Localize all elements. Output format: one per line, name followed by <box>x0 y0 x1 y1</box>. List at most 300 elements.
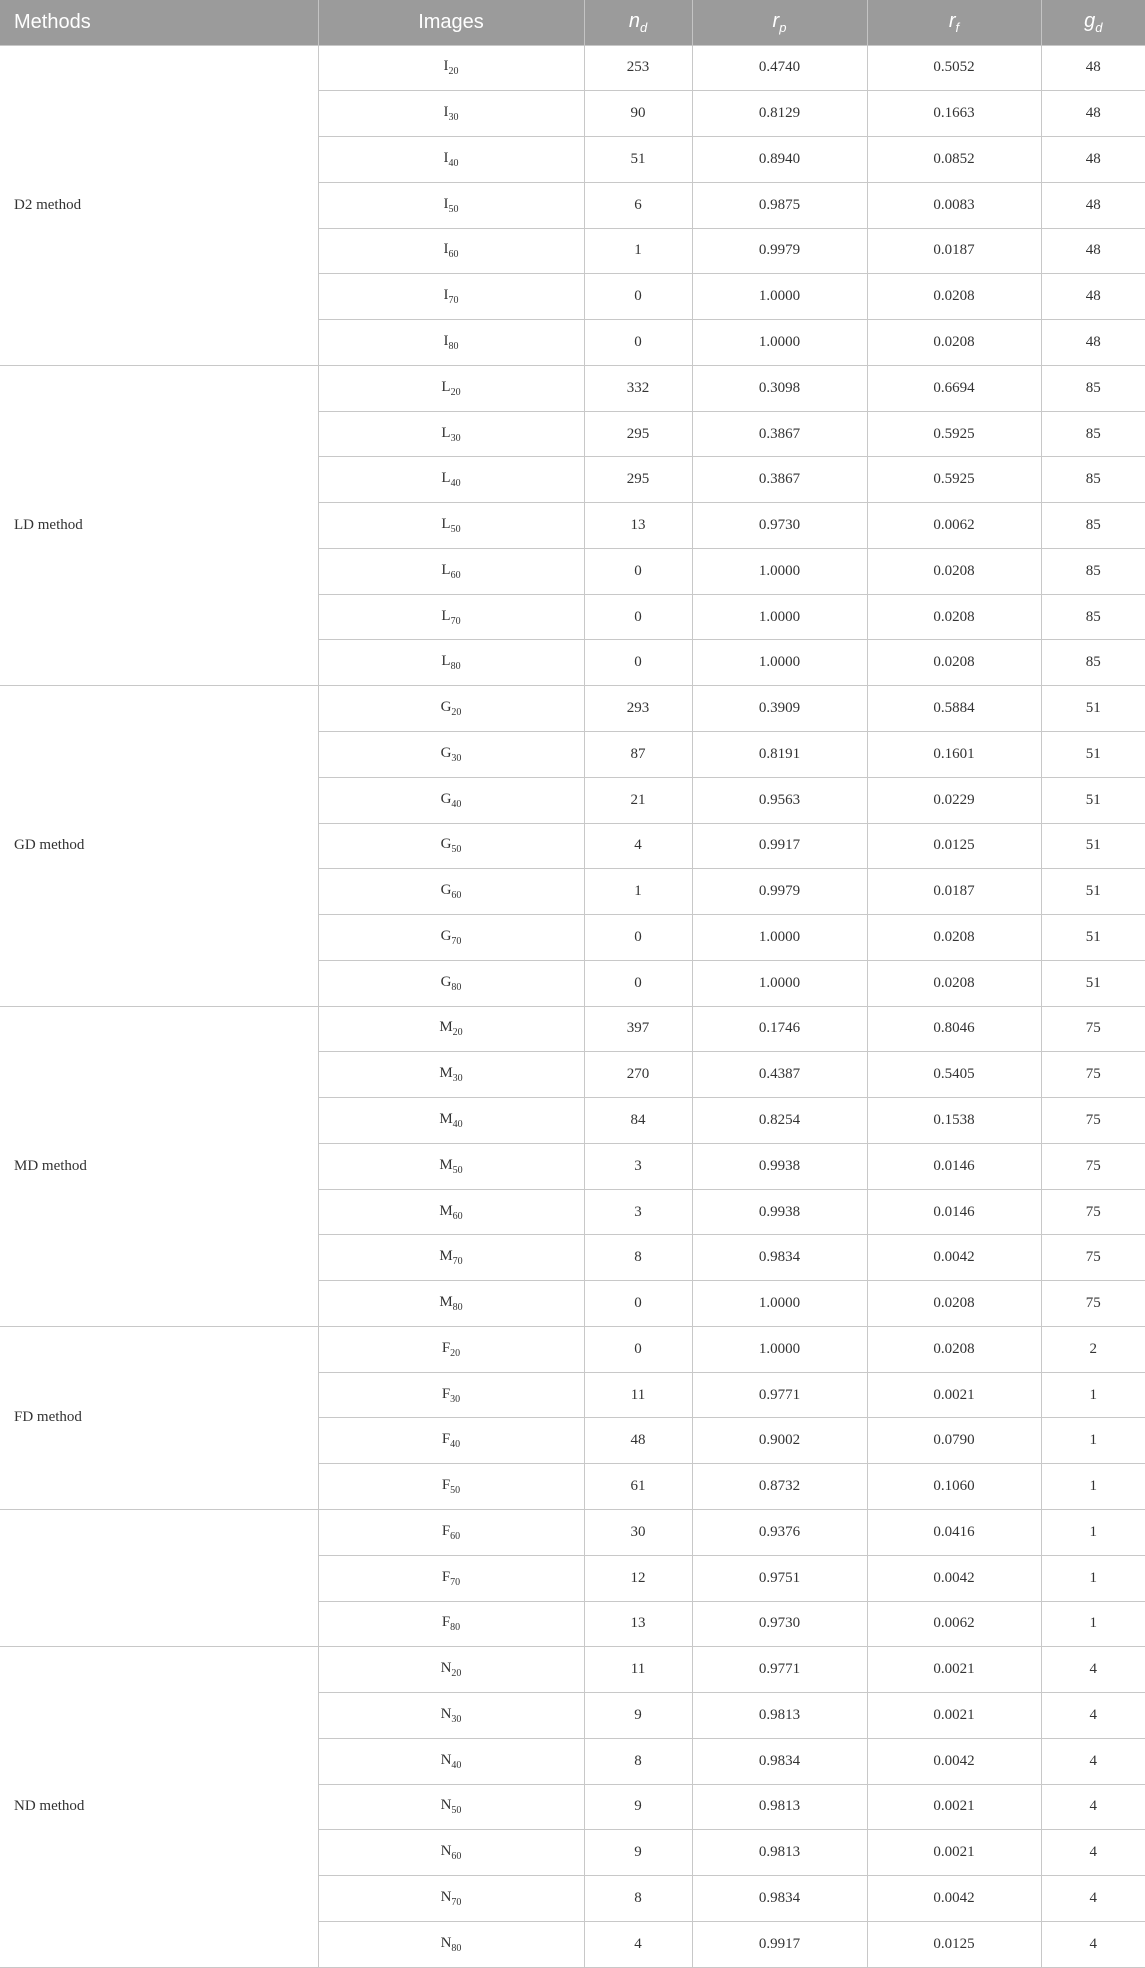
gd-cell: 1 <box>1041 1510 1145 1556</box>
rf-cell: 0.6694 <box>867 365 1041 411</box>
method-cell: FD method <box>0 1326 318 1509</box>
image-cell <box>318 869 584 915</box>
image-cell <box>318 137 584 183</box>
rf-cell: 0.0229 <box>867 777 1041 823</box>
rf-cell: 0.8046 <box>867 1006 1041 1052</box>
nd-cell: 21 <box>584 777 692 823</box>
rf-cell: 0.0790 <box>867 1418 1041 1464</box>
rf-cell: 0.1601 <box>867 731 1041 777</box>
table-row <box>0 1006 1145 1052</box>
image-cell <box>318 1693 584 1739</box>
image-letter: M <box>439 1019 453 1036</box>
image-subscript: 30 <box>451 1713 462 1725</box>
image-cell <box>318 365 584 411</box>
rf-cell: 0.0187 <box>867 228 1041 274</box>
nd-cell: 9 <box>584 1784 692 1830</box>
image-subscript: 60 <box>451 1851 462 1863</box>
image-letter: L <box>441 561 451 578</box>
nd-cell: 61 <box>584 1464 692 1510</box>
rp-cell: 0.3867 <box>692 457 867 503</box>
image-subscript: 80 <box>452 1302 463 1314</box>
rf-cell: 0.0208 <box>867 274 1041 320</box>
image-cell <box>318 823 584 869</box>
table-row <box>0 1326 1145 1372</box>
image-subscript: 30 <box>450 432 461 444</box>
rp-cell: 1.0000 <box>692 274 867 320</box>
nd-cell: 270 <box>584 1052 692 1098</box>
nd-cell: 0 <box>584 594 692 640</box>
nd-cell: 87 <box>584 731 692 777</box>
gd-cell: 75 <box>1041 1006 1145 1052</box>
image-letter: I <box>443 241 449 258</box>
gd-cell: 2 <box>1041 1326 1145 1372</box>
rp-cell: 0.9834 <box>692 1235 867 1281</box>
nd-cell: 48 <box>584 1418 692 1464</box>
image-letter: I <box>443 58 449 75</box>
gd-cell: 51 <box>1041 731 1145 777</box>
image-subscript: 80 <box>450 661 461 673</box>
rf-cell: 0.0042 <box>867 1876 1041 1922</box>
rf-cell: 0.0062 <box>867 1601 1041 1647</box>
image-cell <box>318 1738 584 1784</box>
rp-cell: 0.8940 <box>692 137 867 183</box>
image-letter: M <box>439 1248 453 1265</box>
image-letter: F <box>441 1477 451 1494</box>
image-letter: M <box>439 1156 453 1173</box>
image-subscript: 40 <box>448 157 459 169</box>
image-subscript: 40 <box>450 1439 461 1451</box>
image-letter: G <box>440 882 452 899</box>
rf-cell: 0.1060 <box>867 1464 1041 1510</box>
method-cell: ND method <box>0 1647 318 1967</box>
image-letter: G <box>440 699 452 716</box>
rf-cell: 0.0021 <box>867 1784 1041 1830</box>
rp-cell: 1.0000 <box>692 915 867 961</box>
image-cell <box>318 1281 584 1327</box>
image-cell <box>318 594 584 640</box>
method-cell: LD method <box>0 365 318 685</box>
table-row <box>0 686 1145 732</box>
rf-cell: 0.0062 <box>867 503 1041 549</box>
gd-cell: 51 <box>1041 960 1145 1006</box>
gd-cell: 4 <box>1041 1921 1145 1967</box>
nd-cell: 3 <box>584 1189 692 1235</box>
rp-cell: 1.0000 <box>692 960 867 1006</box>
header-nd <box>584 0 692 45</box>
method-cell: GD method <box>0 686 318 1006</box>
rp-cell: 0.8732 <box>692 1464 867 1510</box>
nd-cell: 9 <box>584 1830 692 1876</box>
image-letter: L <box>441 653 451 670</box>
nd-cell: 0 <box>584 1326 692 1372</box>
rp-cell: 1.0000 <box>692 1326 867 1372</box>
image-cell <box>318 1006 584 1052</box>
rp-cell: 0.9938 <box>692 1143 867 1189</box>
image-subscript: 40 <box>451 798 462 810</box>
gd-cell: 4 <box>1041 1876 1145 1922</box>
image-subscript: 70 <box>451 1897 462 1908</box>
rf-cell: 0.5052 <box>867 45 1041 91</box>
nd-cell: 1 <box>584 228 692 274</box>
rf-cell: 0.0042 <box>867 1555 1041 1601</box>
image-subscript: 80 <box>450 1622 461 1634</box>
table-row <box>0 1510 1145 1556</box>
image-cell <box>318 731 584 777</box>
image-letter: F <box>441 1339 451 1356</box>
nd-cell: 295 <box>584 457 692 503</box>
image-subscript: 70 <box>452 1256 463 1268</box>
rf-cell: 0.0021 <box>867 1830 1041 1876</box>
image-subscript: 50 <box>450 1485 461 1497</box>
image-letter: N <box>440 1705 452 1722</box>
gd-cell: 4 <box>1041 1693 1145 1739</box>
gd-cell: 75 <box>1041 1052 1145 1098</box>
image-cell <box>318 960 584 1006</box>
rf-cell: 0.0146 <box>867 1189 1041 1235</box>
image-cell <box>318 228 584 274</box>
image-letter: N <box>440 1843 452 1860</box>
image-letter: F <box>441 1431 451 1448</box>
image-letter: M <box>439 1202 453 1219</box>
image-subscript: 80 <box>451 981 462 993</box>
nd-cell: 0 <box>584 274 692 320</box>
rf-cell: 0.5925 <box>867 457 1041 503</box>
rf-cell: 0.0208 <box>867 594 1041 640</box>
image-cell <box>318 411 584 457</box>
rf-cell: 0.0083 <box>867 182 1041 228</box>
image-cell <box>318 686 584 732</box>
image-letter: L <box>441 516 451 533</box>
header-images: Images <box>318 0 584 45</box>
rp-cell: 0.8191 <box>692 731 867 777</box>
method-cell: D2 method <box>0 45 318 365</box>
rf-cell: 0.0416 <box>867 1510 1041 1556</box>
rp-cell: 0.9813 <box>692 1830 867 1876</box>
image-cell <box>318 777 584 823</box>
nd-cell: 6 <box>584 182 692 228</box>
gd-cell: 85 <box>1041 503 1145 549</box>
image-letter: I <box>443 195 449 212</box>
rf-cell: 0.1663 <box>867 91 1041 137</box>
image-letter: L <box>441 470 451 487</box>
header-rp-base: r <box>772 9 780 32</box>
image-letter: F <box>441 1568 451 1585</box>
header-nd-sub: d <box>639 19 648 35</box>
image-subscript: 30 <box>451 752 462 764</box>
image-subscript: 20 <box>448 66 459 78</box>
rp-cell: 1.0000 <box>692 548 867 594</box>
nd-cell: 3 <box>584 1143 692 1189</box>
rp-cell: 0.4740 <box>692 45 867 91</box>
nd-cell: 8 <box>584 1738 692 1784</box>
nd-cell: 30 <box>584 1510 692 1556</box>
image-cell <box>318 45 584 91</box>
image-cell <box>318 1189 584 1235</box>
rp-cell: 0.9979 <box>692 869 867 915</box>
image-letter: M <box>439 1110 453 1127</box>
image-cell <box>318 548 584 594</box>
rp-cell: 1.0000 <box>692 1281 867 1327</box>
header-rp-sub: p <box>779 19 787 35</box>
gd-cell: 75 <box>1041 1281 1145 1327</box>
image-letter: I <box>443 287 449 304</box>
rf-cell: 0.0208 <box>867 1326 1041 1372</box>
image-cell <box>318 1372 584 1418</box>
nd-cell: 295 <box>584 411 692 457</box>
gd-cell: 48 <box>1041 91 1145 137</box>
image-cell <box>318 1876 584 1922</box>
rp-cell: 0.9813 <box>692 1693 867 1739</box>
nd-cell: 12 <box>584 1555 692 1601</box>
image-letter: G <box>440 744 452 761</box>
rf-cell: 0.5925 <box>867 411 1041 457</box>
header-methods: Methods <box>0 0 318 45</box>
rp-cell: 0.3098 <box>692 365 867 411</box>
rf-cell: 0.5405 <box>867 1052 1041 1098</box>
image-subscript: 20 <box>451 707 462 719</box>
image-cell <box>318 1143 584 1189</box>
gd-cell: 48 <box>1041 45 1145 91</box>
image-subscript: 40 <box>450 478 461 490</box>
rp-cell: 0.9730 <box>692 503 867 549</box>
rp-cell: 0.9771 <box>692 1647 867 1693</box>
image-cell <box>318 1647 584 1693</box>
gd-cell: 75 <box>1041 1143 1145 1189</box>
rf-cell: 0.5884 <box>867 686 1041 732</box>
image-letter: G <box>440 790 452 807</box>
rp-cell: 1.0000 <box>692 594 867 640</box>
image-subscript: 30 <box>452 1073 463 1085</box>
nd-cell: 4 <box>584 1921 692 1967</box>
nd-cell: 0 <box>584 1281 692 1327</box>
image-cell <box>318 1098 584 1144</box>
gd-cell: 75 <box>1041 1189 1145 1235</box>
gd-cell: 75 <box>1041 1235 1145 1281</box>
image-subscript: 20 <box>451 1668 462 1680</box>
rf-cell: 0.0146 <box>867 1143 1041 1189</box>
header-gd-sub: d <box>1095 19 1103 35</box>
image-cell <box>318 915 584 961</box>
image-letter: G <box>440 836 452 853</box>
rf-cell: 0.0208 <box>867 320 1041 366</box>
rf-cell: 0.0021 <box>867 1693 1041 1739</box>
image-subscript: 70 <box>451 935 462 947</box>
image-subscript: 50 <box>452 1164 463 1176</box>
rf-cell: 0.0208 <box>867 1281 1041 1327</box>
nd-cell: 51 <box>584 137 692 183</box>
gd-cell: 1 <box>1041 1601 1145 1647</box>
nd-cell: 0 <box>584 548 692 594</box>
nd-cell: 13 <box>584 1601 692 1647</box>
rf-cell: 0.0187 <box>867 869 1041 915</box>
image-subscript: 30 <box>450 1393 461 1405</box>
gd-cell: 85 <box>1041 594 1145 640</box>
rp-cell: 0.9771 <box>692 1372 867 1418</box>
gd-cell: 51 <box>1041 869 1145 915</box>
nd-cell: 293 <box>584 686 692 732</box>
header-rf-sub: f <box>955 19 960 35</box>
table-row <box>0 365 1145 411</box>
image-subscript: 60 <box>452 1210 463 1222</box>
rf-cell: 0.0208 <box>867 915 1041 961</box>
rp-cell: 0.9979 <box>692 228 867 274</box>
image-cell <box>318 1326 584 1372</box>
image-subscript: 50 <box>450 524 461 536</box>
gd-cell: 1 <box>1041 1464 1145 1510</box>
nd-cell: 11 <box>584 1372 692 1418</box>
header-nd-base: n <box>628 9 640 32</box>
image-subscript: 40 <box>451 1759 462 1771</box>
image-cell <box>318 91 584 137</box>
image-letter: F <box>441 1522 451 1539</box>
nd-cell: 11 <box>584 1647 692 1693</box>
image-letter: I <box>443 332 449 349</box>
nd-cell: 8 <box>584 1876 692 1922</box>
header-gd <box>1041 0 1145 45</box>
gd-cell: 85 <box>1041 365 1145 411</box>
rp-cell: 0.3867 <box>692 411 867 457</box>
rf-cell: 0.0021 <box>867 1372 1041 1418</box>
image-subscript: 60 <box>451 890 462 902</box>
image-cell <box>318 1052 584 1098</box>
image-subscript: 60 <box>450 569 461 581</box>
image-cell <box>318 457 584 503</box>
rf-cell: 0.0208 <box>867 548 1041 594</box>
table-row <box>0 45 1145 91</box>
image-cell <box>318 1784 584 1830</box>
rf-cell: 0.0208 <box>867 960 1041 1006</box>
rp-cell: 0.9917 <box>692 823 867 869</box>
image-letter: I <box>443 149 449 166</box>
rp-cell: 0.9563 <box>692 777 867 823</box>
rp-cell: 0.9813 <box>692 1784 867 1830</box>
gd-cell: 48 <box>1041 320 1145 366</box>
gd-cell: 4 <box>1041 1784 1145 1830</box>
rp-cell: 0.9751 <box>692 1555 867 1601</box>
header-rp <box>692 0 867 45</box>
image-letter: N <box>440 1660 452 1677</box>
image-cell <box>318 182 584 228</box>
gd-cell: 4 <box>1041 1738 1145 1784</box>
table-body <box>0 45 1145 1967</box>
nd-cell: 0 <box>584 320 692 366</box>
image-letter: L <box>441 378 451 395</box>
rf-cell: 0.0021 <box>867 1647 1041 1693</box>
image-subscript: 60 <box>450 1530 461 1542</box>
image-letter: L <box>441 424 451 441</box>
nd-cell: 13 <box>584 503 692 549</box>
image-subscript: 50 <box>451 1805 462 1817</box>
image-subscript: 30 <box>448 112 459 124</box>
image-cell <box>318 1235 584 1281</box>
gd-cell: 48 <box>1041 182 1145 228</box>
table-row <box>0 1647 1145 1693</box>
image-subscript: 60 <box>448 249 459 261</box>
image-letter: F <box>441 1614 451 1631</box>
gd-cell: 48 <box>1041 228 1145 274</box>
rp-cell: 0.8254 <box>692 1098 867 1144</box>
rf-cell: 0.0042 <box>867 1235 1041 1281</box>
nd-cell: 84 <box>584 1098 692 1144</box>
gd-cell: 4 <box>1041 1647 1145 1693</box>
gd-cell: 51 <box>1041 823 1145 869</box>
gd-cell: 1 <box>1041 1418 1145 1464</box>
gd-cell: 1 <box>1041 1555 1145 1601</box>
rp-cell: 0.8129 <box>692 91 867 137</box>
image-cell <box>318 1601 584 1647</box>
image-subscript: 20 <box>450 1347 461 1359</box>
image-subscript: 70 <box>450 615 461 627</box>
nd-cell: 0 <box>584 960 692 1006</box>
rp-cell: 0.9875 <box>692 182 867 228</box>
header-gd-base: g <box>1084 9 1096 32</box>
image-letter: M <box>439 1294 453 1311</box>
nd-cell: 8 <box>584 1235 692 1281</box>
rp-cell: 0.9376 <box>692 1510 867 1556</box>
rf-cell: 0.0852 <box>867 137 1041 183</box>
gd-cell: 85 <box>1041 457 1145 503</box>
image-subscript: 70 <box>448 295 459 307</box>
gd-cell: 75 <box>1041 1098 1145 1144</box>
image-cell <box>318 1921 584 1967</box>
method-cell: MD method <box>0 1006 318 1326</box>
image-letter: G <box>440 927 452 944</box>
gd-cell: 48 <box>1041 274 1145 320</box>
image-subscript: 20 <box>450 386 461 398</box>
image-cell <box>318 1830 584 1876</box>
gd-cell: 1 <box>1041 1372 1145 1418</box>
nd-cell: 9 <box>584 1693 692 1739</box>
rf-cell: 0.1538 <box>867 1098 1041 1144</box>
rp-cell: 0.9834 <box>692 1876 867 1922</box>
header-rf-base: r <box>948 9 956 32</box>
nd-cell: 0 <box>584 640 692 686</box>
image-cell <box>318 503 584 549</box>
image-letter: N <box>440 1934 452 1951</box>
image-letter: I <box>443 104 449 121</box>
rp-cell: 0.9917 <box>692 1921 867 1967</box>
gd-cell: 85 <box>1041 640 1145 686</box>
rp-cell: 0.3909 <box>692 686 867 732</box>
nd-cell: 1 <box>584 869 692 915</box>
rp-cell: 0.9834 <box>692 1738 867 1784</box>
rp-cell: 0.9938 <box>692 1189 867 1235</box>
image-cell <box>318 640 584 686</box>
rp-cell: 1.0000 <box>692 640 867 686</box>
image-cell <box>318 274 584 320</box>
nd-cell: 397 <box>584 1006 692 1052</box>
image-subscript: 50 <box>451 844 462 856</box>
gd-cell: 51 <box>1041 915 1145 961</box>
image-cell <box>318 320 584 366</box>
gd-cell: 85 <box>1041 548 1145 594</box>
image-letter: L <box>441 607 451 624</box>
image-letter: N <box>440 1751 452 1768</box>
rf-cell: 0.0125 <box>867 1921 1041 1967</box>
rp-cell: 0.9730 <box>692 1601 867 1647</box>
image-subscript: 80 <box>448 340 459 352</box>
rf-cell: 0.0208 <box>867 640 1041 686</box>
image-letter: F <box>441 1385 451 1402</box>
nd-cell: 253 <box>584 45 692 91</box>
nd-cell: 4 <box>584 823 692 869</box>
rp-cell: 0.4387 <box>692 1052 867 1098</box>
image-letter: N <box>440 1797 452 1814</box>
rf-cell: 0.0125 <box>867 823 1041 869</box>
image-letter: M <box>439 1065 453 1082</box>
nd-cell: 0 <box>584 915 692 961</box>
gd-cell: 51 <box>1041 777 1145 823</box>
